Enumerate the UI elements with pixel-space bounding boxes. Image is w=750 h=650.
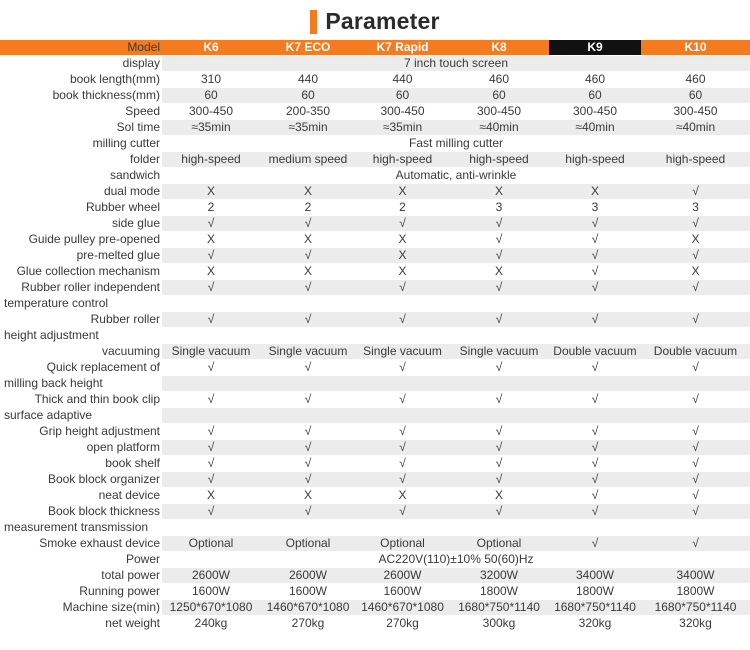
value-cell <box>356 520 449 536</box>
row-label: Sol time <box>0 120 162 136</box>
table-row <box>0 536 750 552</box>
table-row <box>0 584 750 600</box>
value-cell: 60 <box>162 88 260 104</box>
value-cell: 1680*750*1140 <box>449 600 549 616</box>
value-cell: √ <box>162 472 260 488</box>
value-cell: 300-450 <box>356 104 449 120</box>
model-header-k10: K10 <box>641 40 750 56</box>
row-label: total power <box>0 568 162 584</box>
table-row <box>0 568 750 584</box>
value-cell: √ <box>449 424 549 440</box>
value-cell: √ <box>260 312 356 328</box>
value-cell <box>162 328 260 344</box>
value-cell: X <box>356 232 449 248</box>
value-cell <box>641 408 750 424</box>
value-cell: X <box>449 184 549 200</box>
value-cell: 1600W <box>162 584 260 600</box>
value-cell <box>641 296 750 312</box>
row-label: measurement transmission <box>0 520 162 536</box>
table-header-row <box>0 40 750 56</box>
parameter-table-body <box>0 40 750 632</box>
value-cell: √ <box>356 360 449 376</box>
value-cell <box>641 328 750 344</box>
value-cell: high-speed <box>449 152 549 168</box>
value-cell: 1800W <box>549 584 641 600</box>
value-cell: √ <box>549 280 641 296</box>
page-title-area <box>0 8 750 38</box>
value-cell: √ <box>260 360 356 376</box>
row-label: surface adaptive <box>0 408 162 424</box>
row-label: book shelf <box>0 456 162 472</box>
value-cell: Optional <box>356 536 449 552</box>
row-label: Machine size(min) <box>0 600 162 616</box>
value-cell <box>449 376 549 392</box>
value-cell: √ <box>356 456 449 472</box>
row-label: Rubber roller independent <box>0 280 162 296</box>
value-cell: √ <box>162 360 260 376</box>
value-cell: 1800W <box>449 584 549 600</box>
row-label: milling back height <box>0 376 162 392</box>
table-row <box>0 184 750 200</box>
value-cell: 1460*670*1080 <box>356 600 449 616</box>
model-header-k9: K9 <box>549 40 641 56</box>
row-label: milling cutter <box>0 136 162 152</box>
row-label: Thick and thin book clip <box>0 392 162 408</box>
value-cell: 3400W <box>549 568 641 584</box>
value-cell: √ <box>260 392 356 408</box>
value-cell: Optional <box>449 536 549 552</box>
value-cell: 3 <box>549 200 641 216</box>
value-cell: 1680*750*1140 <box>641 600 750 616</box>
value-cell: √ <box>260 280 356 296</box>
table-row <box>0 344 750 360</box>
value-cell <box>641 520 750 536</box>
value-cell: high-speed <box>641 152 750 168</box>
value-cell <box>162 408 260 424</box>
row-label: vacuuming <box>0 344 162 360</box>
value-cell: √ <box>162 312 260 328</box>
value-cell: 1460*670*1080 <box>260 600 356 616</box>
table-row <box>0 360 750 376</box>
value-cell: 310 <box>162 72 260 88</box>
value-cell: √ <box>449 232 549 248</box>
value-cell: 240kg <box>162 616 260 632</box>
value-cell: √ <box>641 440 750 456</box>
value-cell <box>260 520 356 536</box>
table-row <box>0 520 750 536</box>
value-cell: 1800W <box>641 584 750 600</box>
value-cell: √ <box>449 216 549 232</box>
value-cell: √ <box>449 360 549 376</box>
value-cell: X <box>356 184 449 200</box>
value-cell: √ <box>641 280 750 296</box>
value-cell: 60 <box>549 88 641 104</box>
parameter-table <box>0 40 750 632</box>
model-header-k8: K8 <box>449 40 549 56</box>
value-cell: 1250*670*1080 <box>162 600 260 616</box>
value-cell: 60 <box>260 88 356 104</box>
value-cell: √ <box>641 488 750 504</box>
value-cell: √ <box>549 312 641 328</box>
table-row <box>0 440 750 456</box>
value-cell: X <box>641 232 750 248</box>
value-cell: X <box>162 264 260 280</box>
value-cell: 2600W <box>356 568 449 584</box>
value-cell: 440 <box>356 72 449 88</box>
title-accent-bar <box>310 10 317 34</box>
row-label: Book block thickness <box>0 504 162 520</box>
value-cell: X <box>162 232 260 248</box>
row-label: dual mode <box>0 184 162 200</box>
value-cell: high-speed <box>356 152 449 168</box>
value-cell <box>260 296 356 312</box>
table-row <box>0 408 750 424</box>
value-cell: √ <box>260 440 356 456</box>
value-cell: 270kg <box>260 616 356 632</box>
value-cell: √ <box>260 216 356 232</box>
value-cell: 300-450 <box>449 104 549 120</box>
value-cell: X <box>162 488 260 504</box>
value-cell: 320kg <box>549 616 641 632</box>
table-row <box>0 72 750 88</box>
value-cell: √ <box>356 280 449 296</box>
value-cell: √ <box>449 504 549 520</box>
value-cell: ≈35min <box>162 120 260 136</box>
value-cell: Double vacuum <box>641 344 750 360</box>
value-cell: √ <box>449 440 549 456</box>
value-cell: Optional <box>260 536 356 552</box>
table-row <box>0 216 750 232</box>
value-cell: ≈35min <box>356 120 449 136</box>
value-cell: X <box>449 264 549 280</box>
value-cell: 300kg <box>449 616 549 632</box>
value-cell: √ <box>356 440 449 456</box>
table-row <box>0 248 750 264</box>
value-cell: X <box>260 488 356 504</box>
value-cell <box>162 296 260 312</box>
table-row <box>0 312 750 328</box>
value-cell <box>356 408 449 424</box>
row-label: Smoke exhaust device <box>0 536 162 552</box>
value-cell: medium speed <box>260 152 356 168</box>
spanned-value-cell: Automatic, anti-wrinkle <box>162 168 750 184</box>
value-cell: high-speed <box>162 152 260 168</box>
value-cell: X <box>260 184 356 200</box>
value-cell: √ <box>641 312 750 328</box>
value-cell <box>162 376 260 392</box>
value-cell: Single vacuum <box>162 344 260 360</box>
value-cell: 460 <box>641 72 750 88</box>
value-cell <box>356 328 449 344</box>
table-row <box>0 200 750 216</box>
value-cell: √ <box>162 440 260 456</box>
value-cell: √ <box>356 392 449 408</box>
value-cell: √ <box>641 456 750 472</box>
table-row <box>0 168 750 184</box>
value-cell: Single vacuum <box>356 344 449 360</box>
value-cell <box>449 408 549 424</box>
value-cell: √ <box>260 456 356 472</box>
value-cell <box>549 296 641 312</box>
row-label: Guide pulley pre-opened <box>0 232 162 248</box>
spanned-value-cell: AC220V(110)±10% 50(60)Hz <box>162 552 750 568</box>
value-cell: 2 <box>356 200 449 216</box>
value-cell: √ <box>641 472 750 488</box>
value-cell: Single vacuum <box>449 344 549 360</box>
value-cell: √ <box>449 456 549 472</box>
value-cell: X <box>162 184 260 200</box>
value-cell: √ <box>162 280 260 296</box>
table-row <box>0 376 750 392</box>
table-row <box>0 56 750 72</box>
value-cell: X <box>641 264 750 280</box>
value-cell <box>449 328 549 344</box>
value-cell: √ <box>641 360 750 376</box>
value-cell: Double vacuum <box>549 344 641 360</box>
value-cell: √ <box>549 264 641 280</box>
value-cell: √ <box>162 248 260 264</box>
row-label: Book block organizer <box>0 472 162 488</box>
value-cell: 460 <box>549 72 641 88</box>
value-cell: √ <box>641 392 750 408</box>
value-cell: √ <box>641 536 750 552</box>
row-label: Grip height adjustment <box>0 424 162 440</box>
table-row <box>0 120 750 136</box>
value-cell <box>260 328 356 344</box>
value-cell: ≈40min <box>549 120 641 136</box>
value-cell: √ <box>449 312 549 328</box>
value-cell: √ <box>549 360 641 376</box>
value-cell: ≈40min <box>449 120 549 136</box>
row-label: height adjustment <box>0 328 162 344</box>
value-cell: 60 <box>641 88 750 104</box>
row-label: display <box>0 56 162 72</box>
table-row <box>0 232 750 248</box>
value-cell: √ <box>549 248 641 264</box>
value-cell: √ <box>641 184 750 200</box>
value-cell: X <box>260 232 356 248</box>
value-cell: √ <box>641 504 750 520</box>
table-row <box>0 616 750 632</box>
value-cell: X <box>449 488 549 504</box>
row-label: neat device <box>0 488 162 504</box>
row-label: open platform <box>0 440 162 456</box>
row-label: folder <box>0 152 162 168</box>
row-label: Glue collection mechanism <box>0 264 162 280</box>
value-cell: X <box>260 264 356 280</box>
value-cell: ≈35min <box>260 120 356 136</box>
value-cell: X <box>549 184 641 200</box>
value-cell: 3 <box>449 200 549 216</box>
value-cell: 460 <box>449 72 549 88</box>
table-row <box>0 424 750 440</box>
value-cell: √ <box>549 536 641 552</box>
value-cell: √ <box>356 216 449 232</box>
value-cell: √ <box>449 392 549 408</box>
value-cell: 320kg <box>641 616 750 632</box>
value-cell: X <box>356 488 449 504</box>
value-cell: X <box>356 248 449 264</box>
value-cell: ≈40min <box>641 120 750 136</box>
value-cell: √ <box>549 424 641 440</box>
table-row <box>0 456 750 472</box>
value-cell: 1600W <box>356 584 449 600</box>
value-cell: √ <box>449 280 549 296</box>
value-cell: √ <box>162 456 260 472</box>
spanned-value-cell: 7 inch touch screen <box>162 56 750 72</box>
value-cell: 3 <box>641 200 750 216</box>
value-cell: √ <box>356 424 449 440</box>
value-cell: √ <box>260 424 356 440</box>
table-row <box>0 136 750 152</box>
row-label: pre-melted glue <box>0 248 162 264</box>
row-label: temperature control <box>0 296 162 312</box>
header-model-label: Model <box>0 40 162 56</box>
value-cell: √ <box>641 216 750 232</box>
model-header-k7-eco: K7 ECO <box>260 40 356 56</box>
table-row <box>0 392 750 408</box>
value-cell: Optional <box>162 536 260 552</box>
value-cell: √ <box>162 424 260 440</box>
value-cell <box>162 520 260 536</box>
table-row <box>0 152 750 168</box>
value-cell: √ <box>162 216 260 232</box>
model-header-k7-rapid: K7 Rapid <box>356 40 449 56</box>
value-cell: 1680*750*1140 <box>549 600 641 616</box>
value-cell: √ <box>260 472 356 488</box>
value-cell: √ <box>549 216 641 232</box>
value-cell: 300-450 <box>641 104 750 120</box>
table-row <box>0 488 750 504</box>
value-cell: √ <box>641 424 750 440</box>
row-label: Rubber roller <box>0 312 162 328</box>
value-cell: √ <box>356 312 449 328</box>
value-cell: √ <box>449 472 549 488</box>
value-cell: √ <box>549 472 641 488</box>
value-cell: √ <box>549 504 641 520</box>
value-cell <box>260 376 356 392</box>
value-cell <box>449 296 549 312</box>
value-cell: Single vacuum <box>260 344 356 360</box>
value-cell: 60 <box>449 88 549 104</box>
table-row <box>0 104 750 120</box>
value-cell: √ <box>549 392 641 408</box>
spanned-value-cell: Fast milling cutter <box>162 136 750 152</box>
row-label: side glue <box>0 216 162 232</box>
value-cell: √ <box>549 488 641 504</box>
table-row <box>0 88 750 104</box>
value-cell <box>356 376 449 392</box>
value-cell: √ <box>162 392 260 408</box>
value-cell <box>549 520 641 536</box>
table-row <box>0 600 750 616</box>
value-cell: 440 <box>260 72 356 88</box>
value-cell: 3200W <box>449 568 549 584</box>
table-row <box>0 264 750 280</box>
value-cell: 3400W <box>641 568 750 584</box>
value-cell <box>549 376 641 392</box>
value-cell <box>641 376 750 392</box>
value-cell: √ <box>549 456 641 472</box>
row-label: Running power <box>0 584 162 600</box>
row-label: Quick replacement of <box>0 360 162 376</box>
row-label: book thickness(mm) <box>0 88 162 104</box>
value-cell: 1600W <box>260 584 356 600</box>
value-cell: X <box>356 264 449 280</box>
row-label: Rubber wheel <box>0 200 162 216</box>
value-cell: √ <box>162 504 260 520</box>
value-cell: √ <box>549 440 641 456</box>
value-cell: √ <box>260 248 356 264</box>
value-cell: √ <box>356 504 449 520</box>
value-cell: 200-350 <box>260 104 356 120</box>
table-row <box>0 328 750 344</box>
table-row <box>0 552 750 568</box>
value-cell: 60 <box>356 88 449 104</box>
value-cell <box>260 408 356 424</box>
value-cell: √ <box>260 504 356 520</box>
value-cell <box>549 408 641 424</box>
value-cell: 300-450 <box>162 104 260 120</box>
value-cell: 2600W <box>260 568 356 584</box>
value-cell: 2600W <box>162 568 260 584</box>
value-cell: √ <box>549 232 641 248</box>
row-label: net weight <box>0 616 162 632</box>
row-label: Speed <box>0 104 162 120</box>
row-label: book length(mm) <box>0 72 162 88</box>
table-row <box>0 504 750 520</box>
value-cell: √ <box>356 472 449 488</box>
value-cell: 270kg <box>356 616 449 632</box>
value-cell: 300-450 <box>549 104 641 120</box>
table-row <box>0 472 750 488</box>
model-header-k6: K6 <box>162 40 260 56</box>
value-cell <box>356 296 449 312</box>
value-cell: 2 <box>162 200 260 216</box>
value-cell: 2 <box>260 200 356 216</box>
value-cell: high-speed <box>549 152 641 168</box>
table-row <box>0 280 750 296</box>
table-row <box>0 296 750 312</box>
value-cell <box>549 328 641 344</box>
value-cell: √ <box>641 248 750 264</box>
page-title: Parameter <box>325 8 440 34</box>
value-cell: √ <box>449 248 549 264</box>
row-label: sandwich <box>0 168 162 184</box>
row-label: Power <box>0 552 162 568</box>
value-cell <box>449 520 549 536</box>
